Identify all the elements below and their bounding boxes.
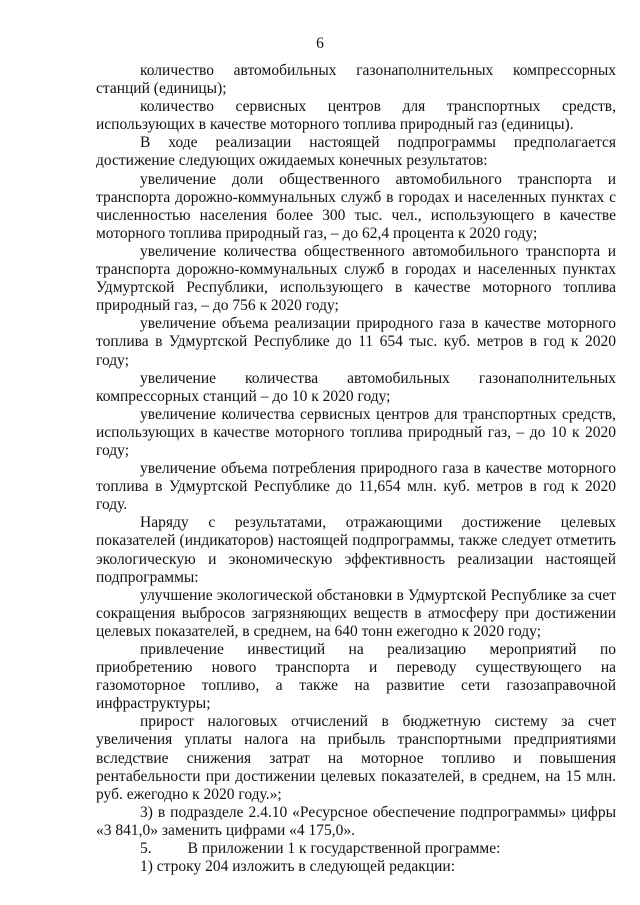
paragraph-13: прирост налоговых отчислений в бюджетную систему за счет увеличения уплаты налога на прибыль транспортными предприятиями вследствие снижения затрат на моторное топливо и повышения рентабельности при достижении целевых показателей, в среднем, на 15 млн. руб. ежегодно к 2020 году.»; bbox=[96, 713, 616, 803]
item-5-sub-1: 1) строку 204 изложить в следующей редакции: bbox=[140, 858, 456, 876]
item-5 bbox=[96, 840, 616, 858]
item-5-number: 5. bbox=[140, 840, 152, 858]
paragraph-11: улучшение экологической обстановки в Удмуртской Республике за счет сокращения выбросов загрязняющих веществ в атмосферу при достижении целевых показателей, в среднем, на 640 тонн ежегодно к 2020 году; bbox=[96, 586, 616, 640]
paragraph-5: увеличение количества общественного автомобильного транспорта и транспорта дорожно-коммунальных служб в городах и населенных пунктах Удмуртской Республики, использующего в качестве моторного топлива природный газ, – до 756 к 2020 году; bbox=[96, 242, 616, 315]
paragraph-1: количество автомобильных газонаполнительных компрессорных станций (единицы); bbox=[96, 62, 616, 98]
document-body bbox=[96, 62, 616, 876]
paragraph-9: увеличение объема потребления природного газа в качестве моторного топлива в Удмуртской Республике до 11,654 млн. куб. метров в год к 2020 году. bbox=[96, 460, 616, 514]
paragraph-6: увеличение объема реализации природного газа в качестве моторного топлива в Удмуртской Республике до 11 654 тыс. куб. метров в год к 2020 году; bbox=[96, 315, 616, 369]
paragraph-12: привлечение инвестиций на реализацию мероприятий по приобретению нового транспорта и переводу существующего на газомоторное топливо, а также на развитие сети газозаправочной инфраструктуры; bbox=[96, 641, 616, 713]
paragraph-14: 3) в подразделе 2.4.10 «Ресурсное обеспечение подпрограммы» цифры «3 841,0» заменить цифрами «4 175,0». bbox=[96, 803, 616, 839]
page-number: 6 bbox=[316, 35, 324, 52]
paragraph-4: увеличение доли общественного автомобильного транспорта и транспорта дорожно-коммунальных служб в городах и населенных пунктах с численностью населения более 300 тыс. чел., использующего в качестве моторного топлива природный газ, – до 62,4 процента к 2020 году; bbox=[96, 170, 616, 242]
paragraph-7: увеличение количества автомобильных газонаполнительных компрессорных станций – до 10 к 2020 году; bbox=[96, 369, 616, 405]
paragraph-3: В ходе реализации настоящей подпрограммы предполагается достижение следующих ожидаемых конечных результатов: bbox=[96, 134, 616, 170]
paragraph-10: Наряду с результатами, отражающими достижение целевых показателей (индикаторов) настоящей подпрограммы, также следует отметить экологическую и экономическую эффективность реализации настоящей подпрограммы: bbox=[96, 514, 616, 586]
item-5-text: В приложении 1 к государственной программе: bbox=[187, 840, 501, 858]
paragraph-2: количество сервисных центров для транспортных средств, использующих в качестве моторного топлива природный газ (единицы). bbox=[96, 98, 616, 134]
paragraph-8: увеличение количества сервисных центров для транспортных средств, использующих в качестве моторного топлива природный газ, – до 10 к 2020 году; bbox=[96, 405, 616, 459]
